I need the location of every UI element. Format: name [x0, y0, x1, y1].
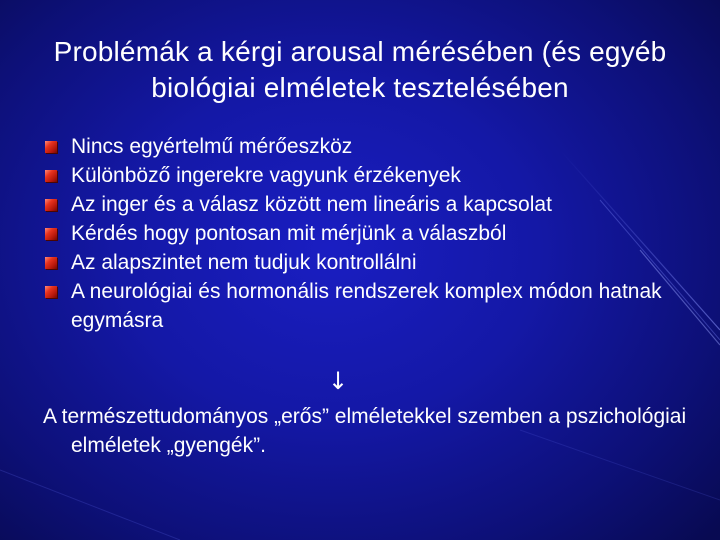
slide-title: Problémák a kérgi arousal mérésében (és egyéb biológiai elméletek tesztelésében	[53, 36, 667, 103]
bullet-item	[44, 132, 694, 161]
bullet-text: A neurológiai és hormonális rendszerek komplex módon hatnak egymásra	[71, 280, 662, 332]
bullet-marker-icon	[45, 141, 57, 153]
bullet-list	[44, 132, 694, 335]
bullet-text: Az alapszintet nem tudjuk kontrollálni	[71, 251, 417, 274]
bullet-text: Kérdés hogy pontosan mit mérjünk a válaszból	[71, 222, 507, 245]
bullet-item	[44, 248, 694, 277]
bullet-marker-icon	[45, 257, 57, 269]
bullet-marker-icon	[45, 228, 57, 240]
bullet-item	[44, 190, 694, 219]
bullet-text: Különböző ingerekre vagyunk érzékenyek	[71, 164, 461, 187]
bullet-marker-icon	[45, 170, 57, 182]
bullet-marker-icon	[45, 286, 57, 298]
bullet-item	[44, 277, 694, 335]
conclusion-text: A természettudományos „erős” elméletekkel szemben a pszichológiai elméletek „gyengék”.	[43, 405, 687, 457]
down-arrow-icon: ↓	[328, 367, 349, 395]
bullet-text: Az inger és a válasz között nem lineáris a kapcsolat	[71, 193, 552, 216]
bullet-marker-icon	[45, 199, 57, 211]
bullet-item	[44, 161, 694, 190]
bullet-text: Nincs egyértelmű mérőeszköz	[71, 135, 353, 158]
bullet-item	[44, 219, 694, 248]
